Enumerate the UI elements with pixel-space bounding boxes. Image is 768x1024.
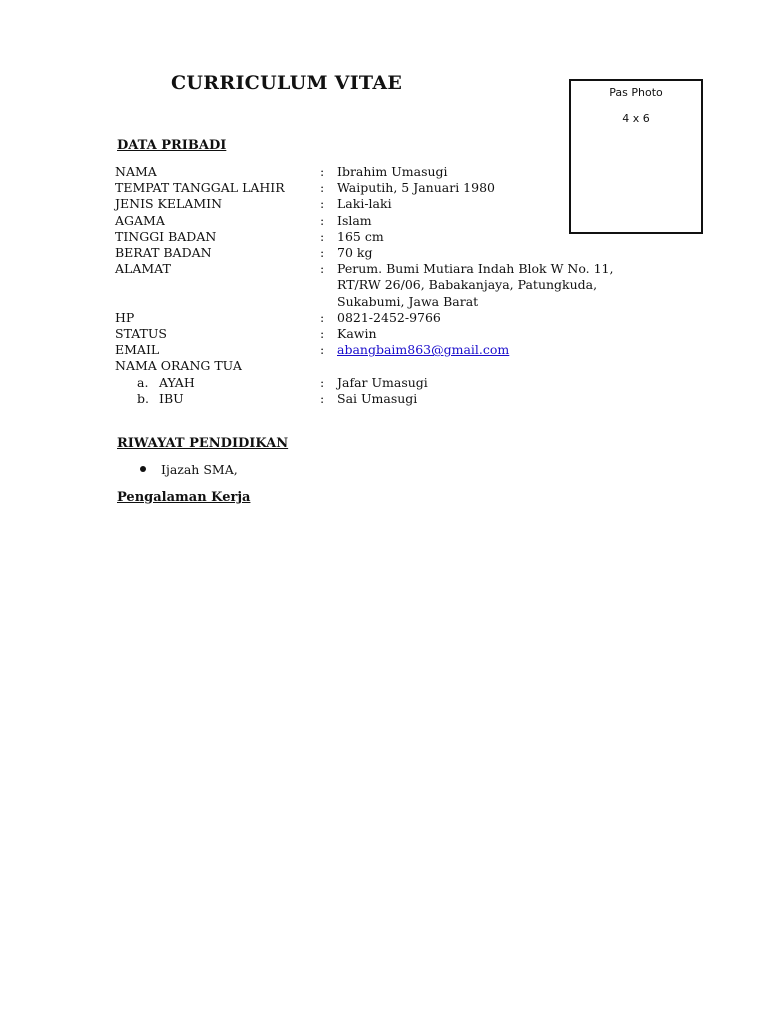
row-height [115,229,635,245]
row-label: BERAT BADAN [115,245,212,261]
row-value: Sai Umasugi [337,390,418,406]
row-label: NAMA [115,164,157,179]
row-colon: : [320,245,325,261]
row-label: HP [115,309,135,325]
list-marker: a. [137,374,149,390]
row-phone [115,310,635,326]
row-label [115,375,320,391]
row-name [115,164,635,180]
row-colon: : [320,342,325,358]
row-value: Laki-laki [337,196,392,212]
row-colon: : [320,228,325,244]
row-label: TINGGI BADAN [115,228,217,244]
list-item [140,462,238,478]
row-value: Ibrahim Umasugi [337,164,448,179]
row-value: 165 cm [337,228,384,244]
row-email [115,342,635,358]
row-colon: : [320,390,325,406]
row-label: AGAMA [115,212,165,228]
row-colon: : [320,374,325,390]
work-experience-heading: Pengalaman Kerja [117,490,251,505]
email-link[interactable]: abangbaim863@gmail.com [337,342,510,358]
education-list [140,462,238,478]
row-address [115,261,635,310]
row-label: STATUS [115,326,167,342]
document-title: CURRICULUM VITAE [171,72,403,94]
photo-label: Pas Photo [609,86,663,99]
row-label: TEMPAT TANGGAL LAHIR [115,180,285,196]
row-father [115,375,635,391]
row-gender [115,196,635,212]
personal-data-heading: DATA PRIBADI [117,138,227,153]
row-label: ALAMAT [115,261,171,277]
row-label: JENIS KELAMIN [115,196,223,212]
row-value [337,358,635,374]
photo-size: 4 x 6 [622,112,650,125]
row-label [115,391,320,407]
education-heading: RIWAYAT PENDIDIKAN [117,436,289,451]
row-value: Kawin [337,326,377,342]
row-colon: : [320,326,325,342]
row-colon: : [320,309,325,325]
row-label: EMAIL [115,342,160,358]
personal-data-table [115,164,635,407]
bullet-icon [140,466,146,472]
row-value [337,342,635,358]
list-marker: b. [137,390,149,406]
parent-label: AYAH [159,374,195,390]
row-religion [115,213,635,229]
row-colon: : [320,261,325,277]
row-value: Waiputih, 5 Januari 1980 [337,180,495,196]
parent-label: IBU [159,390,184,406]
row-colon: : [320,212,325,228]
row-birth [115,180,635,196]
row-value: Islam [337,212,372,228]
row-value: 0821-2452-9766 [337,309,441,325]
row-value: Perum. Bumi Mutiara Indah Blok W No. 11, RT/RW 26/06, Babakanjaya, Patungkuda, Sukabumi, Jawa Barat [337,261,614,309]
row-value: 70 kg [337,245,373,261]
row-status [115,326,635,342]
row-mother [115,391,635,407]
row-colon [320,358,337,374]
row-weight [115,245,635,261]
row-colon: : [320,164,325,179]
row-colon: : [320,180,325,196]
row-value: Jafar Umasugi [337,374,428,390]
education-item: Ijazah SMA, [161,462,238,477]
row-parents [115,358,635,374]
row-label: NAMA ORANG TUA [115,358,242,374]
row-colon: : [320,196,325,212]
